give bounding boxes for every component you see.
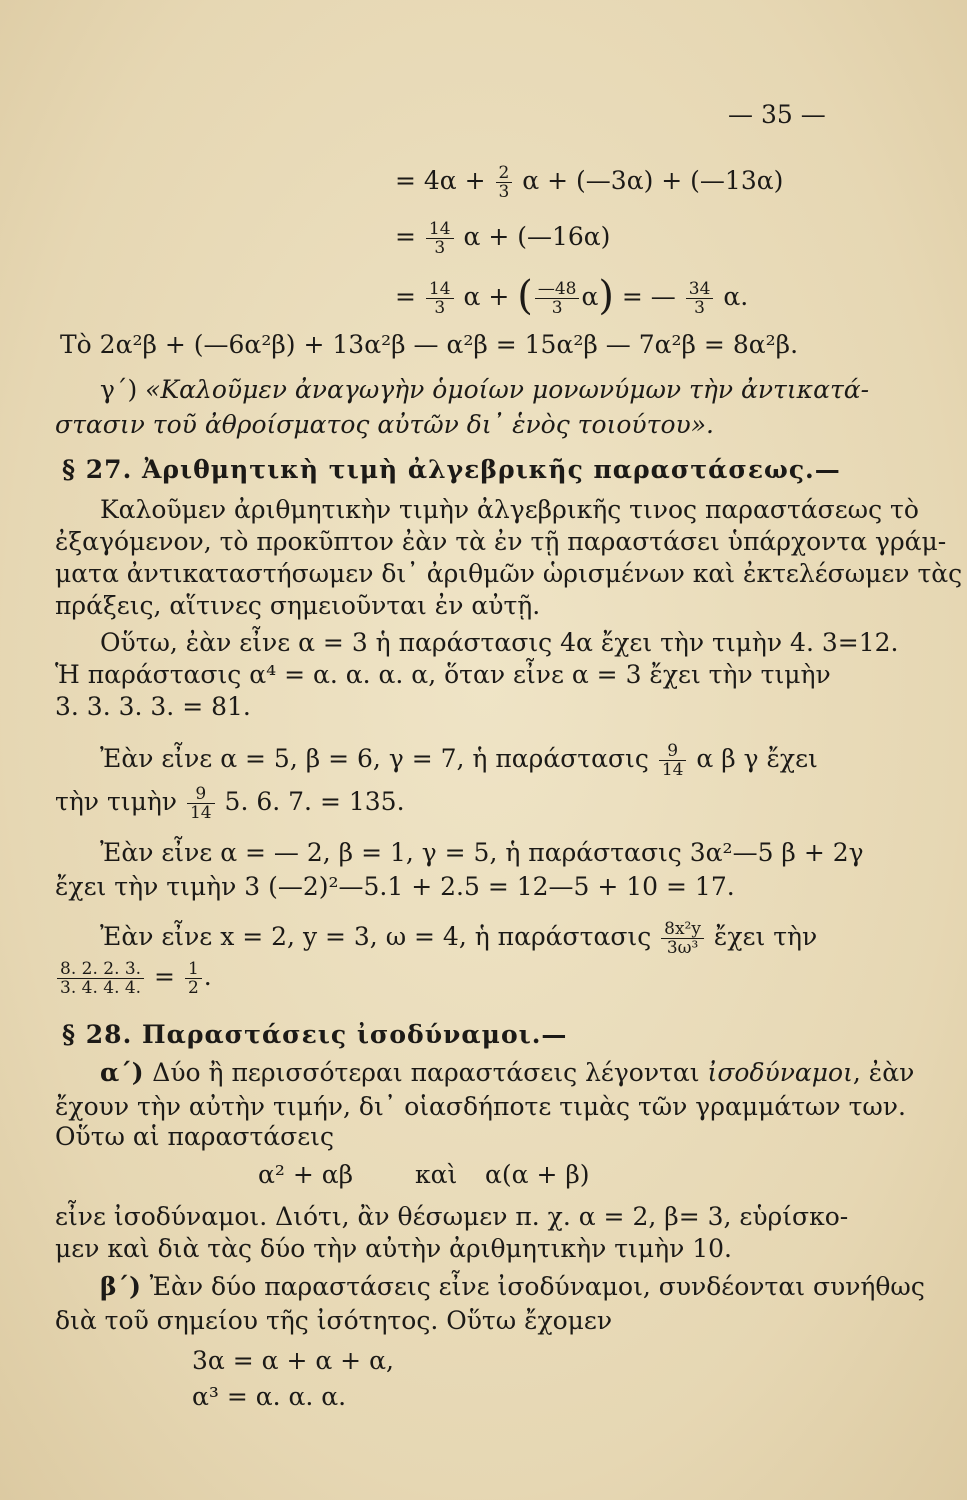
text-part: Δύο ἢ περισσότεραι παραστάσεις λέγονται: [152, 1058, 708, 1087]
example-line: [55, 960, 212, 997]
fraction-numerator: 9: [187, 785, 215, 804]
example-line: [55, 785, 405, 822]
example-line: [100, 742, 818, 779]
fraction-denominator: 14: [661, 760, 684, 780]
paragraph-line: Καλοῦμεν ἀριθμητικὴν τιμὴν ἀλγεβρικῆς τινος παραστάσεως τὸ: [100, 495, 919, 524]
fraction-numerator: 2: [496, 164, 513, 183]
fraction-numerator: 34: [686, 280, 714, 299]
fraction: [686, 280, 714, 317]
text-part: Ἐὰν εἶνε x = 2, y = 3, ω = 4, ἡ παράστασις: [100, 922, 660, 951]
fraction-denominator: 3. 4. 4. 4.: [60, 978, 142, 998]
eq2-part-a: =: [395, 222, 424, 251]
example-line: [100, 920, 817, 957]
eq3-part-b: α +: [455, 282, 518, 311]
page-number: — 35 —: [728, 100, 826, 129]
eq1-part-a: = 4α +: [395, 166, 494, 195]
text-part: α β γ ἔχει: [688, 744, 818, 773]
text-part: ἔχει τὴν: [705, 922, 818, 951]
item-label: α΄): [100, 1058, 153, 1087]
fraction: [57, 960, 144, 997]
equation-line: α³ = α. α. α.: [192, 1382, 347, 1411]
item-label: β΄): [100, 1272, 150, 1301]
text-part: 5. 6. 7. = 135.: [216, 787, 405, 816]
fraction: [496, 164, 513, 201]
text-part: , ἐὰν: [852, 1058, 915, 1087]
fraction-denominator: 3: [434, 298, 446, 318]
fraction: [426, 280, 454, 317]
fraction-denominator: 14: [189, 803, 212, 823]
eq3-part-e: α.: [715, 282, 749, 311]
text-part: Ἐὰν εἶνε α = 5, β = 6, γ = 7, ἡ παράστασις: [100, 744, 657, 773]
text-part: =: [146, 962, 183, 991]
paragraph-line: [100, 1272, 925, 1302]
fraction: [535, 280, 580, 317]
paragraph-line: μεν καὶ διὰ τὰς δύο τὴν αὐτὴν ἀριθμητικὴν τιμὴν 10.: [55, 1234, 732, 1263]
fraction-numerator: 14: [426, 220, 454, 239]
fraction-numerator: 9: [659, 742, 687, 761]
paragraph-line: εἶνε ἰσοδύναμοι. Διότι, ἂν θέσωμεν π. χ. α = 2, β= 3, εὑρίσκο-: [55, 1202, 849, 1231]
fraction: [187, 785, 215, 822]
paragraph-line: πράξεις, αἵτινες σημειοῦνται ἐν αὐτῇ.: [55, 591, 541, 620]
section-28-heading: § 28. Παραστάσεις ἰσοδύναμοι.—: [62, 1020, 568, 1049]
paragraph-line: ματα ἀντικαταστήσωμεν δι᾽ ἀριθμῶν ὡρισμένων καὶ ἐκτελέσωμεν τὰς: [55, 559, 963, 588]
text-part: .: [203, 962, 212, 991]
equation-line-3: [395, 273, 749, 319]
gamma-rule-line-2: στασιν τοῦ ἀθροίσματος αὐτῶν δι᾽ ἑνὸς τοιούτου».: [55, 410, 714, 439]
fraction: [659, 742, 687, 779]
eq3-part-c: α: [581, 282, 599, 311]
text-part: Ἐὰν δύο παραστάσεις εἶνε ἰσοδύναμοι, συνδέονται συνήθως: [149, 1272, 925, 1301]
example-line: Ἡ παράστασις α⁴ = α. α. α. α, ὅταν εἶνε α = 3 ἔχει τὴν τιμὴν: [55, 660, 831, 689]
section-27-heading: § 27. Ἀριθμητικὴ τιμὴ ἀλγεβρικῆς παραστάσεως.—: [62, 455, 841, 484]
fraction: [661, 920, 704, 957]
equation-line-2: [395, 220, 610, 257]
paragraph-line: διὰ τοῦ σημείου τῆς ἰσότητος. Οὕτω ἔχομεν: [55, 1306, 613, 1335]
equation-line-1: [395, 164, 783, 201]
gamma-rule-line-1: [100, 375, 869, 405]
fraction-denominator: 3: [434, 238, 446, 258]
paragraph-line: ἐξαγόμενον, τὸ προκῦπτον ἐὰν τὰ ἐν τῇ παραστάσει ὑπάρχοντα γράμ-: [55, 527, 947, 556]
fraction-denominator: 2: [187, 978, 199, 998]
fraction-numerator: 8. 2. 2. 3.: [57, 960, 144, 979]
open-paren: (: [517, 273, 533, 319]
close-paren: ): [598, 273, 614, 319]
text-part: τὴν τιμὴν: [55, 787, 185, 816]
expression-left: α² + αβ: [258, 1160, 354, 1189]
fraction-numerator: 8x²y: [661, 920, 704, 939]
expression-right: α(α + β): [485, 1160, 590, 1189]
equation-line-4: Τὸ 2α²β + (—6α²β) + 13α²β — α²β = 15α²β — 7α²β = 8α²β.: [60, 330, 799, 359]
fraction-numerator: 1: [185, 960, 202, 979]
eq3-part-a: =: [395, 282, 424, 311]
paragraph-line: ἔχουν τὴν αὐτὴν τιμήν, δι᾽ οἱασδήποτε τιμὰς τῶν γραμμάτων των.: [55, 1092, 906, 1121]
example-line: Ἐὰν εἶνε α = — 2, β = 1, γ = 5, ἡ παράστασις 3α²—5 β + 2γ: [100, 838, 864, 867]
fraction: [185, 960, 202, 997]
fraction-numerator: 14: [426, 280, 454, 299]
fraction-denominator: 3: [694, 298, 705, 318]
fraction-numerator: —48: [535, 280, 580, 299]
item-label: γ΄): [100, 375, 146, 404]
fraction: [426, 220, 454, 257]
paragraph-line: Οὕτω αἱ παραστάσεις: [55, 1122, 334, 1151]
example-line: Οὕτω, ἐὰν εἶνε α = 3 ἡ παράστασις 4α ἔχει τὴν τιμὴν 4. 3=12.: [100, 628, 899, 657]
eq2-part-b: α + (—16α): [455, 222, 611, 251]
emphasis-term: ἰσοδύναμοι: [707, 1058, 853, 1087]
equation-line: 3α = α + α + α,: [192, 1346, 394, 1375]
example-line: ἔχει τὴν τιμὴν 3 (—2)²—5.1 + 2.5 = 12—5 + 10 = 17.: [55, 872, 735, 901]
fraction-denominator: 3: [498, 182, 510, 202]
fraction-denominator: 3: [551, 298, 563, 318]
eq1-part-b: α + (—3α) + (—13α): [514, 166, 784, 195]
paragraph-line: [100, 1058, 914, 1088]
rule-text: «Καλοῦμεν ἀναγωγὴν ὁμοίων μονωνύμων τὴν ἀντικατά-: [145, 375, 870, 404]
example-line: 3. 3. 3. 3. = 81.: [55, 692, 251, 721]
eq3-part-d: = —: [613, 282, 684, 311]
fraction-denominator: 3ω³: [666, 938, 699, 958]
expression-and: καὶ: [415, 1160, 458, 1189]
